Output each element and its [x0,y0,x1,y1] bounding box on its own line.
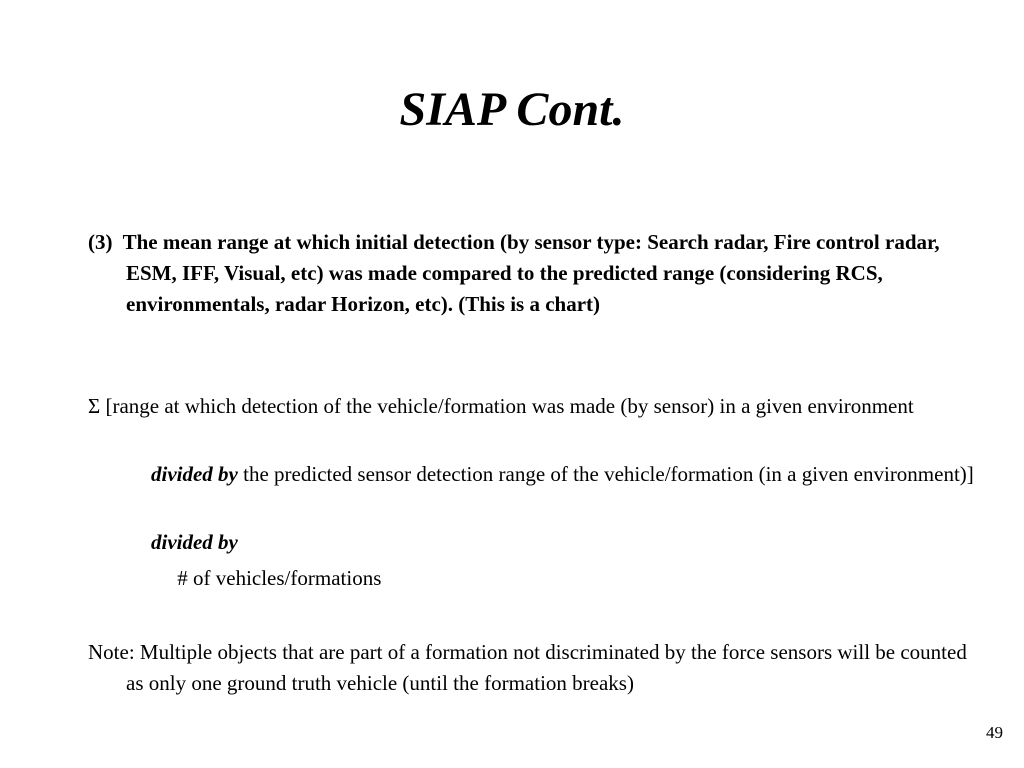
divided-by-label-2 [88,527,976,558]
note-paragraph: Note: Multiple objects that are part of a formation not discriminated by the force sensors will be counted as only one ground truth vehicle (until the formation breaks) [88,640,967,695]
item-3-paragraph [88,227,976,320]
slide-title: SIAP Cont. [399,83,625,136]
page-number: 49 [986,723,1003,742]
divided-by-text-2: divided by [151,530,238,554]
formula-sum-line: Σ [range at which detection of the vehicle/formation was made (by sensor) in a given environment [88,394,914,418]
formula-predicted-text: the predicted sensor detection range of the vehicle/formation (in a given environment)] [243,462,974,486]
formula-count-line [88,563,976,594]
formula-count-text: # of vehicles/formations [177,566,382,590]
item-3-label: (3) [88,230,113,254]
item-3-text: The mean range at which initial detection (by sensor type: Search radar, Fire control radar, ESM, IFF, Visual, etc) was made compared to the predicted range (considering RCS, environmentals, radar Horizon, etc). (This is a chart) [122,230,940,316]
formula-predicted-line [88,459,976,490]
divided-by-label-1: divided by [151,462,238,486]
